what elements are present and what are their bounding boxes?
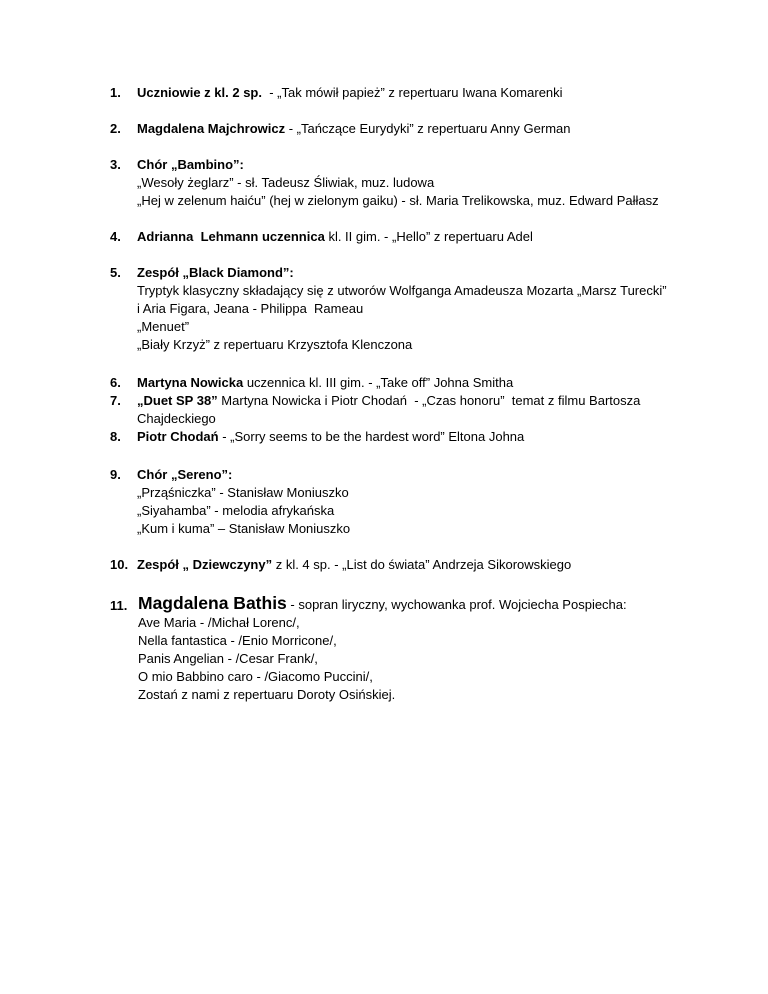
piece-line: Nella fantastica - /Enio Morricone/,: [138, 633, 337, 648]
piece-line: Zostań z nami z repertuaru Doroty Osińskiej.: [138, 687, 396, 702]
item-number: 4.: [110, 229, 121, 244]
performer-name: Uczniowie z kl. 2 sp.: [137, 85, 262, 100]
performer-name: Adrianna Lehmann uczennica: [137, 229, 325, 244]
program-item-11: [110, 594, 730, 704]
performer-name: Zespół „Black Diamond”:: [137, 265, 294, 280]
piece-description: Martyna Nowicka i Piotr Chodań - „Czas honoru” temat z filmu Bartosza: [217, 393, 641, 408]
piece-line: „Wesoły żeglarz” - sł. Tadeusz Śliwiak, muz. ludowa: [137, 175, 435, 190]
piece-line: i Aria Figara, Jeana - Philippa Rameau: [137, 301, 364, 316]
performer-name: „Duet SP 38”: [137, 393, 218, 408]
performer-name: Chór „Sereno”:: [137, 467, 233, 482]
item-number: 1.: [110, 85, 121, 100]
program-item-4: [110, 228, 730, 246]
piece-line: Ave Maria - /Michał Lorenc/,: [138, 615, 300, 630]
item-number: 3.: [110, 157, 121, 172]
program-item-1: [110, 84, 730, 102]
piece-line: „Menuet”: [137, 319, 190, 334]
item-number: 9.: [110, 467, 121, 482]
piece-description: z kl. 4 sp. - „List do świata” Andrzeja Sikorowskiego: [272, 557, 572, 572]
piece-line: „Siyahamba” - melodia afrykańska: [137, 503, 335, 518]
item-number: 2.: [110, 121, 121, 136]
item-number: 7.: [110, 393, 121, 408]
program-item-2: [110, 120, 730, 138]
piece-line: „Biały Krzyż” z repertuaru Krzysztofa Klenczona: [137, 337, 413, 352]
item-number: 8.: [110, 429, 121, 444]
item-number: 11.: [110, 598, 128, 613]
item-number: 5.: [110, 265, 121, 280]
performer-name: Piotr Chodań: [137, 429, 219, 444]
performer-name: Chór „Bambino”:: [137, 157, 244, 172]
performer-name: Magdalena Bathis: [138, 593, 287, 613]
piece-description: - „Tak mówił papież” z repertuaru Iwana Komarenki: [261, 85, 563, 100]
performer-name: Martyna Nowicka: [137, 375, 244, 390]
piece-description: - sopran liryczny, wychowanka prof. Wojciecha Pospiecha:: [286, 597, 627, 612]
piece-line: O mio Babbino caro - /Giacomo Puccini/,: [138, 669, 373, 684]
performer-name: Magdalena Majchrowicz: [137, 121, 286, 136]
piece-line: Panis Angelian - /Cesar Frank/,: [138, 651, 318, 666]
item-number: 10.: [110, 557, 129, 572]
piece-description: uczennica kl. III gim. - „Take off” Johna Smitha: [243, 375, 514, 390]
piece-description: kl. II gim. - „Hello” z repertuaru Adel: [324, 229, 533, 244]
item-number: 6.: [110, 375, 121, 390]
program-item-6: [110, 374, 730, 392]
piece-description: - „Sorry seems to be the hardest word” Eltona Johna: [218, 429, 525, 444]
program-item-5: [110, 264, 730, 354]
program-item-10: [110, 556, 730, 574]
performer-name: Zespół „ Dziewczyny”: [137, 557, 273, 572]
program-item-3: [110, 156, 730, 210]
piece-line: Tryptyk klasyczny składający się z utworów Wolfganga Amadeusza Mozarta „Marsz Turecki”: [137, 283, 667, 298]
program-item-7: [110, 392, 730, 428]
piece-line: „Hej w zelenum haiću” (hej w zielonym gaiku) - sł. Maria Trelikowska, muz. Edward Pałłasz: [137, 193, 659, 208]
program-item-8: [110, 428, 730, 446]
program-item-9: [110, 466, 730, 538]
piece-line: „Prząśniczka” - Stanisław Moniuszko: [137, 485, 349, 500]
piece-line: „Kum i kuma” – Stanisław Moniuszko: [137, 521, 351, 536]
piece-line: Chajdeckiego: [137, 411, 216, 426]
piece-description: - „Tańczące Eurydyki” z repertuaru Anny German: [285, 121, 571, 136]
